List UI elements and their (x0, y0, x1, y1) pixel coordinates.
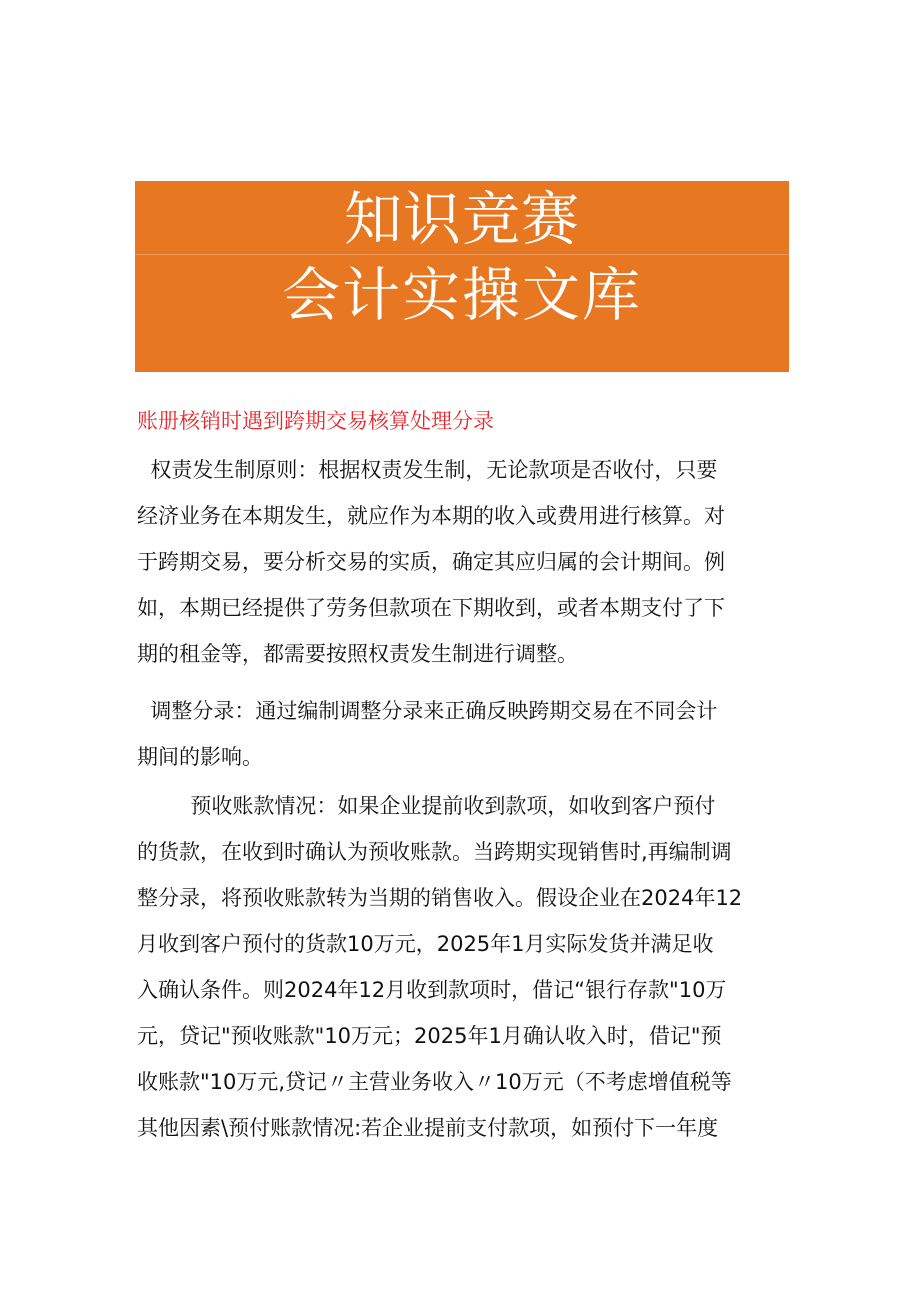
text-line: 其他因素\预付账款情况:若企业提前支付款项，如预付下一年度 (137, 1116, 719, 1140)
text-line: 入确认条件。则2024年12月收到款项时，借记“银行存款"10万 (137, 978, 727, 1002)
text-line: 的货款，在收到时确认为预收账款。当跨期实现销售时,再编制调 (137, 840, 732, 864)
text-line: 预收账款情况：如果企业提前收到款项，如收到客户预付 (137, 794, 716, 818)
text-line: 元，贷记"预收账款"10万元；2025年1月确认收入时，借记"预 (137, 1024, 722, 1048)
text-line: 于跨期交易，要分析交易的实质，确定其应归属的会计期间。例 (137, 550, 725, 574)
text-line: 期的租金等，都需要按照权责发生制进行调整。 (137, 642, 578, 666)
text-line: 期间的影响。 (137, 745, 263, 769)
text-line: 调整分录：通过编制调整分录来正确反映跨期交易在不同会计 (137, 699, 718, 723)
text-line: 月收到客户预付的货款10万元，2025年1月实际发货并满足收 (137, 932, 714, 956)
document-title: 账册核销时遇到跨期交易核算处理分录 (137, 409, 494, 433)
paragraph-adjusting-entries (137, 688, 797, 780)
text-line: 权责发生制原则：根据权责发生制，无论款项是否收付，只要 (137, 458, 718, 482)
text-line: 经济业务在本期发生，就应作为本期的收入或费用进行核算。对 (137, 504, 725, 528)
text-line: 整分录，将预收账款转为当期的销售收入。假设企业在2024年12 (137, 886, 743, 910)
paragraph-advance-receipts (137, 783, 797, 1151)
banner-title-line-1: 知识竞赛 (343, 185, 580, 253)
banner-divider (135, 254, 789, 255)
banner-title-line-2: 会计实操文库 (281, 261, 642, 329)
cover-banner (135, 181, 789, 372)
text-line: 如，本期已经提供了劳务但款项在下期收到，或者本期支付了下 (137, 596, 725, 620)
paragraph-accrual-principle (137, 447, 797, 677)
text-line: 收账款"10万元,贷记〃主营业务收入〃10万元（不考虑增值税等 (137, 1070, 732, 1094)
